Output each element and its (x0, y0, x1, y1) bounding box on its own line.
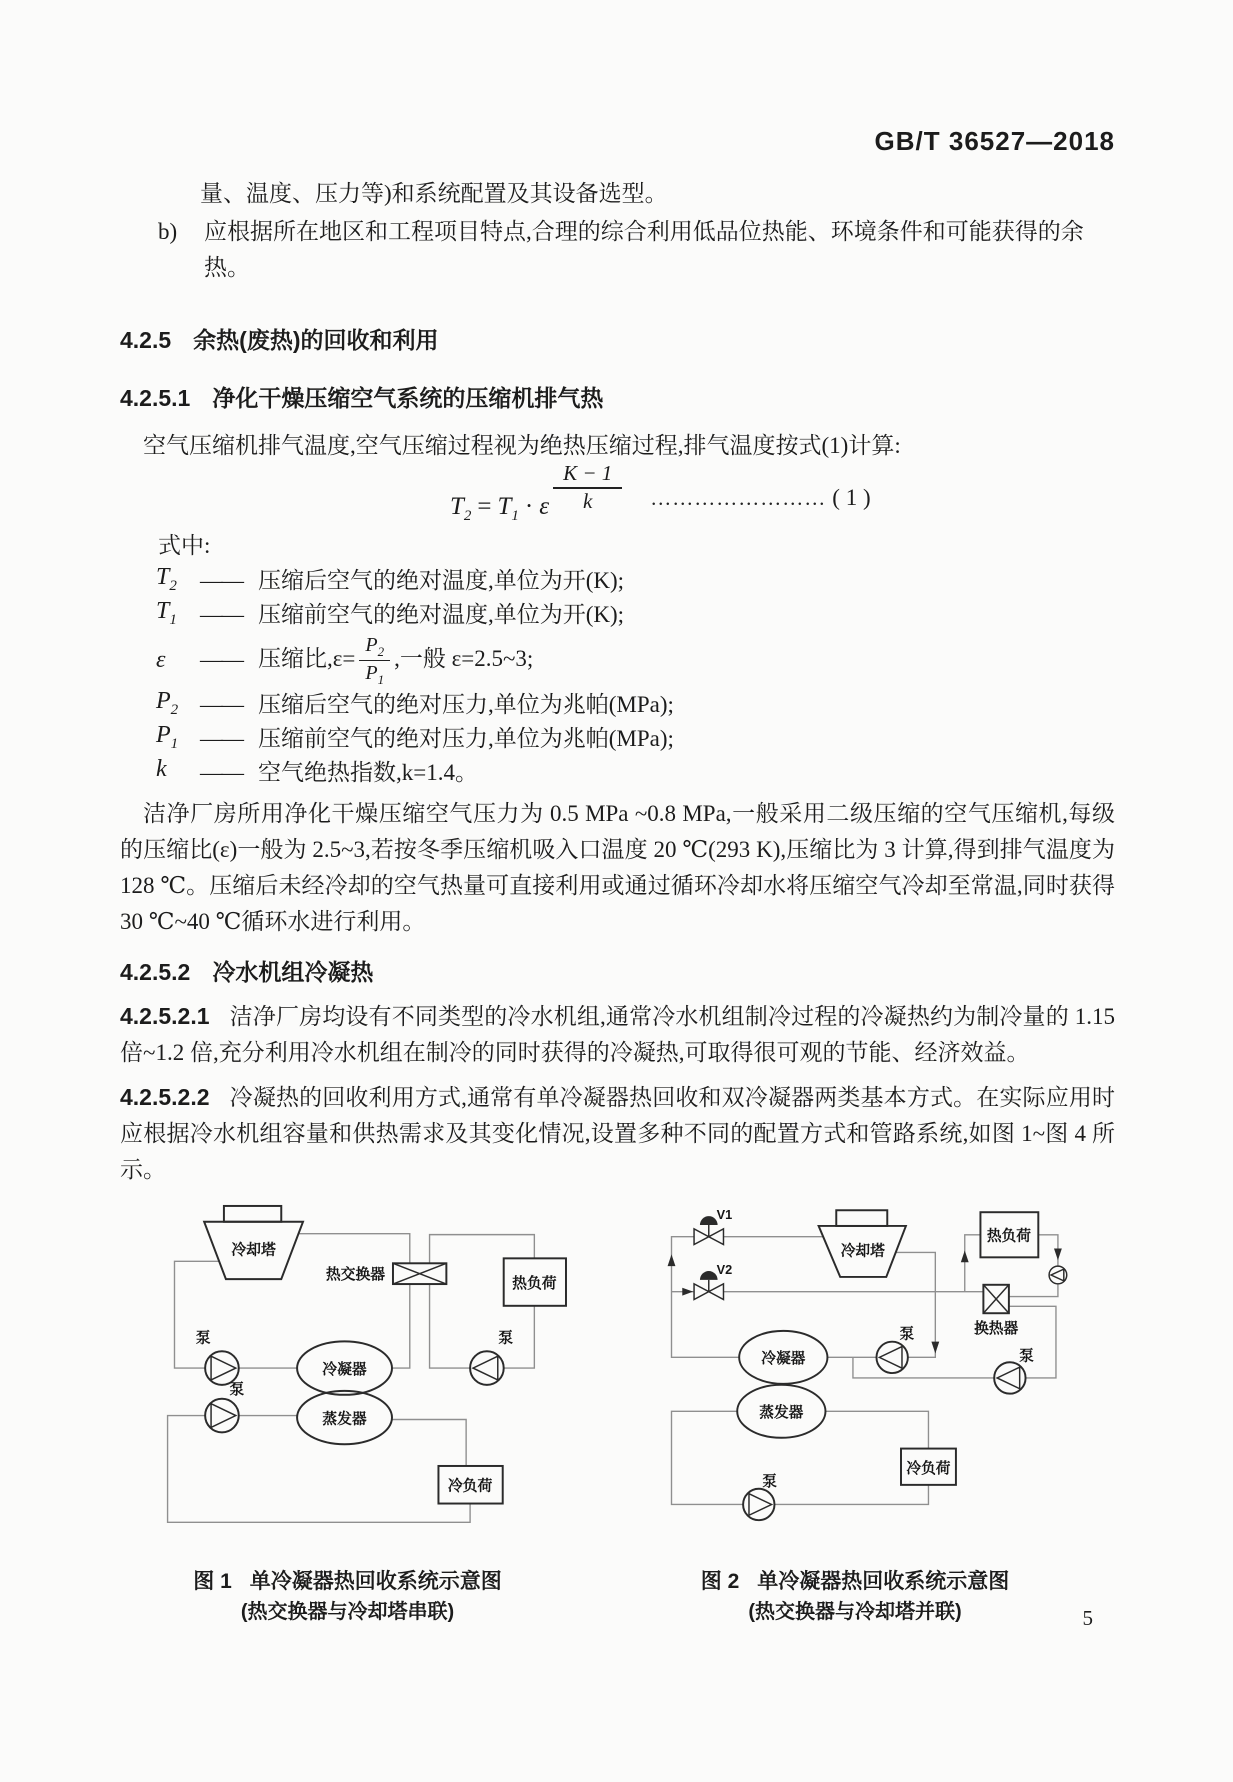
flow-arrow-down (931, 1342, 939, 1354)
pump-impeller (879, 1347, 902, 1369)
pipe (774, 1485, 928, 1505)
pipe (392, 1284, 410, 1368)
pump-label: 泵 (195, 1330, 211, 1347)
cooling-tower-cap (224, 1206, 281, 1222)
equation-1-row (120, 460, 1115, 532)
list-item-b-text: 应根据所在地区和工程项目特点,合理的综合利用低品位热能、环境条件和可能获得的余热。 (204, 219, 1084, 280)
pipe (392, 1420, 466, 1466)
pipe (853, 1357, 994, 1378)
pressure-ratio-fraction: $\frac{P_2}{P_1}$ (359, 635, 390, 686)
compressed-air-paragraph: 洁净厂房所用净化干燥压缩空气压力为 0.5 MPa ~0.8 MPa,一般采用二级压缩的空气压缩机,每级的压缩比(ε)一般为 2.5~3,若按冬季压缩机吸入口温度 20 ℃(293 K),压缩比为 3 计算,得到排气温度为 128 ℃。压缩后未经冷却的空气热量可直接利用或通过循环冷却水将压缩空气冷却至常温,同时获得 30 ℃~40 ℃循环水进行利用。 (120, 801, 1115, 934)
section-number: 4.2.5.2 (120, 959, 191, 985)
section-4-2-5-1-heading (120, 380, 1115, 416)
definition-k: k —— 空气绝热指数,k=1.4。 (156, 755, 478, 785)
section-4-2-5-2-heading (120, 954, 1115, 990)
pipe (825, 1411, 928, 1448)
pipe (299, 1234, 410, 1264)
formula-intro-paragraph: 空气压缩机排气温度,空气压缩过程视为绝热压缩过程,排气温度按式(1)计算: (143, 433, 901, 458)
heat-exchanger-label: 热交换器 (325, 1267, 386, 1284)
definition-t2: $T_2$ —— 压缩后空气的绝对温度,单位为开(K); (156, 563, 625, 594)
valve-v1-label: V1 (716, 1207, 733, 1223)
paragraph-number: 4.2.5.2.1 (120, 1003, 210, 1029)
flow-arrow-up (961, 1250, 969, 1262)
pump-label: 泵 (229, 1381, 245, 1398)
cooling-tower-label: 冷却塔 (231, 1242, 276, 1259)
valve-v2-label: V2 (716, 1262, 733, 1277)
flow-arrow-right (682, 1288, 693, 1296)
cooling-load-label: 冷负荷 (906, 1461, 951, 1478)
pipe (430, 1284, 471, 1368)
figure-1-caption (120, 1567, 575, 1597)
cooling-tower-cap (836, 1210, 887, 1226)
symbol-definitions (156, 564, 1115, 790)
figure-1-subcaption: (热交换器与冷却塔串联) (240, 1601, 455, 1623)
figures-row (120, 1202, 1115, 1627)
definition-epsilon: ε —— 压缩比,ε= $\frac{P_2}{P_1}$ ,一般 ε=2.5~3; (156, 633, 534, 687)
evaporator-label: 蒸发器 (322, 1411, 367, 1428)
section-title: 冷水机组冷凝热 (212, 959, 374, 985)
pump-impeller (473, 1356, 498, 1380)
equation-number: ( 1 ) (832, 485, 871, 510)
cooling-load-label: 冷负荷 (447, 1478, 493, 1495)
pump-symbol (205, 1399, 239, 1433)
section-number: 4.2.5.1 (120, 385, 191, 411)
evaporator-label: 蒸发器 (759, 1405, 804, 1422)
page-content (120, 168, 1115, 1627)
pump-impeller (997, 1367, 1020, 1389)
exponent-fraction: $\frac{K - 1}{k}$ (553, 463, 622, 512)
heat-load-label: 热负荷 (986, 1228, 1031, 1245)
figure-1-caption-label: 图 1 (193, 1570, 232, 1593)
pump-label: 泵 (1019, 1348, 1034, 1365)
heat-exchanger-label: 换热器 (974, 1320, 1019, 1337)
section-title: 净化干燥压缩空气系统的压缩机排气热 (212, 385, 604, 411)
pump-symbol (205, 1351, 239, 1385)
definition-p1: $P_1$ —— 压缩前空气的绝对压力,单位为兆帕(MPa); (156, 721, 674, 752)
pump-symbol (876, 1342, 907, 1373)
pump-label: 泵 (498, 1330, 514, 1347)
paragraph-4-2-5-2-2 (120, 1079, 1115, 1188)
figure-2-caption-label: 图 2 (700, 1570, 740, 1593)
pipe (1009, 1284, 1058, 1297)
figure-2-caption (595, 1567, 1115, 1597)
pump-label: 泵 (762, 1473, 777, 1490)
pipe (672, 1411, 744, 1504)
dot-leader: …………………… (650, 486, 827, 510)
paragraph-text: 洁净厂房均设有不同类型的冷水机组,通常冷水机组制冷过程的冷凝热约为制冷量的 1.15 倍~1.2 倍,充分利用冷水机组在制冷的同时获得的冷凝热,可取得很可观的节能、经济效益。 (120, 1004, 1115, 1065)
pump-symbol (470, 1351, 504, 1385)
pipe (1009, 1306, 1056, 1378)
carryover-line: 量、温度、压力等)和系统配置及其设备选型。 (200, 181, 668, 206)
section-title: 余热(废热)的回收和利用 (193, 327, 439, 353)
list-item-b-marker: b) (158, 219, 178, 244)
page-number: 5 (1082, 1606, 1093, 1630)
pipe (965, 1235, 981, 1292)
pump-impeller (211, 1404, 236, 1428)
condenser-label: 冷凝器 (761, 1351, 806, 1368)
pipe (672, 1237, 740, 1358)
pump-impeller (749, 1494, 772, 1516)
definition-t1: $T_1$ —— 压缩前空气的绝对温度,单位为开(K); (156, 597, 625, 628)
definition-p2: $P_2$ —— 压缩后空气的绝对压力,单位为兆帕(MPa); (156, 687, 674, 718)
cooling-tower-label: 冷却塔 (840, 1243, 885, 1260)
equation-1: $T_2 = T_1 \cdot \varepsilon$ $\frac{K - 1}{k}$ (450, 463, 622, 534)
condenser-label: 冷凝器 (322, 1362, 367, 1379)
figure-2-diagram (595, 1202, 1105, 1550)
pump-label: 泵 (899, 1326, 915, 1343)
standard-number: GB/T 36527—2018 (874, 126, 1115, 156)
figure-2-caption-title: 单冷凝器热回收系统示意图 (757, 1570, 1010, 1593)
figure-1-caption-title: 单冷凝器热回收系统示意图 (249, 1570, 502, 1593)
pipe (168, 1416, 471, 1523)
section-number: 4.2.5 (120, 327, 172, 353)
flow-arrow-up (668, 1254, 676, 1266)
figure-1-diagram (120, 1202, 575, 1550)
paragraph-4-2-5-2-1 (120, 998, 1115, 1071)
pump-impeller (1051, 1269, 1064, 1281)
pump-impeller (211, 1356, 236, 1380)
pump-symbol (743, 1489, 774, 1520)
pump-symbol (994, 1362, 1025, 1393)
figure-1 (120, 1202, 575, 1627)
figure-2-subcaption: (热交换器与冷却塔并联) (748, 1601, 962, 1623)
pipe (174, 1261, 218, 1368)
list-item-b (158, 214, 1115, 286)
section-4-2-5-heading (120, 322, 1115, 358)
figure-2 (595, 1202, 1115, 1627)
where-label: 式中: (158, 533, 211, 558)
heat-load-label: 热负荷 (512, 1276, 557, 1293)
paragraph-text: 冷凝热的回收利用方式,通常有单冷凝器热回收和双冷凝器两类基本方式。在实际应用时应根据冷水机组容量和供热需求及其变化情况,设置多种不同的配置方式和管路系统,如图 1~图 4 所示。 (120, 1085, 1115, 1182)
flow-arrow-down (1054, 1249, 1062, 1261)
paragraph-number: 4.2.5.2.2 (120, 1084, 210, 1110)
